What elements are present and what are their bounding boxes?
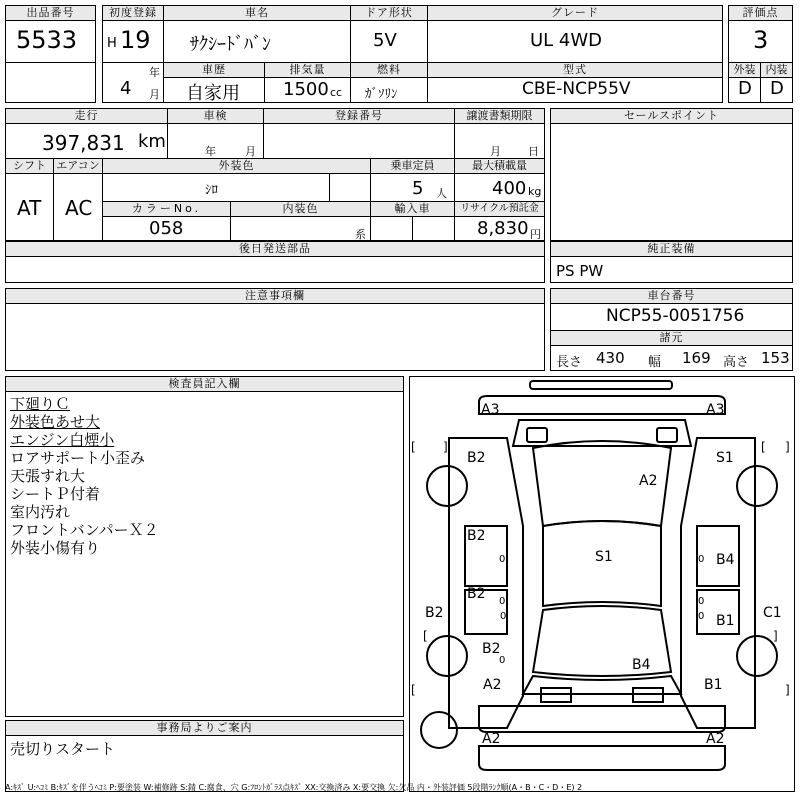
- inspection-month-unit: 月: [245, 145, 256, 158]
- sales-point-label: セールスポイント: [550, 108, 793, 124]
- bracket-mark: ]: [785, 440, 790, 454]
- zero-mark: 0: [698, 596, 705, 607]
- damage-mark: C1: [763, 605, 782, 621]
- history-label: 車歴: [163, 62, 265, 78]
- exterior-label: 外装: [728, 62, 761, 78]
- door-label: ドア形状: [350, 5, 428, 21]
- chassis-no-label: 車台番号: [550, 288, 793, 304]
- damage-mark: A2: [706, 731, 725, 747]
- zero-mark: 0: [698, 554, 705, 565]
- era-label: H: [107, 36, 117, 51]
- damage-mark: A3: [481, 402, 500, 418]
- car-name-label: 車名: [163, 5, 351, 21]
- import-label: 輸入車: [370, 201, 455, 217]
- shift-label: シフト: [5, 158, 54, 174]
- import-sub-cell: [412, 216, 455, 241]
- bracket-mark: [: [411, 683, 416, 697]
- bracket-mark: [: [411, 440, 416, 454]
- door-value: 5V: [373, 30, 397, 51]
- damage-mark: A2: [639, 473, 658, 489]
- width-value: 169: [682, 349, 711, 367]
- series-unit: 系: [355, 228, 366, 241]
- cc-unit: cc: [330, 86, 343, 99]
- aircon-value: AC: [65, 196, 93, 220]
- inspection-label: 車検: [167, 108, 264, 124]
- height-label: 高さ: [723, 355, 750, 370]
- grade-label: グレード: [427, 5, 723, 21]
- capacity-value: 5: [412, 178, 424, 199]
- inspection-year-unit: 年: [205, 145, 216, 158]
- damage-mark: A2: [483, 677, 502, 693]
- specs-cell: [550, 345, 793, 371]
- legend-text: A:ｷｽﾞ U:ﾍｺﾐ B:ｷｽﾞを伴うﾍｺﾐ P:要塗装 W:補修跡 S:錆 C:腐食、穴 G:ﾌﾛﾝﾄｶﾞﾗｽ点ｷｽﾞ XX:交換済み X:要交換 欠:欠品 内・外装評価 5段階ﾗﾝｸ順(A・B・C・D・E) 2: [5, 783, 583, 792]
- inspector-note: 外装色あせ大: [10, 413, 101, 431]
- month-unit: 月: [149, 88, 160, 101]
- damage-mark: B2: [425, 605, 444, 621]
- sales-point-cell: [550, 123, 793, 241]
- displacement-value: 1500: [283, 79, 329, 100]
- recycle-label: リサイクル預託金: [454, 201, 545, 217]
- chassis-no-value: NCP55-0051756: [606, 306, 745, 326]
- zero-mark: 0: [499, 554, 506, 565]
- length-value: 430: [596, 349, 625, 367]
- bracket-mark: ]: [443, 440, 448, 454]
- inspector-note: 室内汚れ: [10, 503, 71, 521]
- model-code-value: CBE-NCP55V: [522, 79, 631, 99]
- reg-no-label: 登録番号: [263, 108, 455, 124]
- interior-label: 内装: [760, 62, 793, 78]
- damage-mark: B4: [632, 657, 651, 673]
- genuine-equip-label: 純正装備: [550, 241, 793, 257]
- ext-color-sub-cell: [329, 173, 371, 202]
- zero-mark: 0: [698, 611, 705, 622]
- int-color-cell: [230, 216, 371, 241]
- damage-mark: B4: [716, 552, 735, 568]
- damage-mark: A3: [706, 402, 725, 418]
- mileage-label: 走行: [5, 108, 168, 124]
- zero-mark: 0: [499, 655, 506, 666]
- first-reg-label: 初度登録: [102, 5, 164, 21]
- max-load-value: 400: [492, 178, 527, 199]
- transfer-day-unit: 日: [528, 145, 539, 158]
- model-code-label: 型式: [427, 62, 723, 78]
- damage-mark: B1: [716, 613, 735, 629]
- damage-mark: B2: [482, 641, 501, 657]
- exterior-value: D: [738, 78, 752, 99]
- width-label: 幅: [648, 355, 662, 370]
- color-no-value: 058: [149, 218, 184, 239]
- lot-no-value: 5533: [16, 26, 78, 54]
- damage-mark: B1: [704, 677, 723, 693]
- kg-unit: kg: [528, 185, 542, 198]
- damage-mark: B2: [467, 528, 486, 544]
- specs-label: 諸元: [550, 330, 793, 346]
- grade-value: UL 4WD: [530, 30, 603, 51]
- length-label: 長さ: [556, 355, 583, 370]
- ext-color-label: 外装色: [102, 158, 371, 174]
- transfer-month-unit: 月: [490, 145, 501, 158]
- inspector-note: 天張すれ大: [10, 467, 86, 485]
- inspector-notes-list: [10, 395, 159, 557]
- inspector-note: 外装小傷有り: [10, 539, 101, 557]
- notes-cell: [5, 303, 545, 371]
- office-notice-value: 売切りスタート: [10, 740, 116, 758]
- year-unit: 年: [149, 66, 160, 79]
- height-value: 153: [761, 349, 790, 367]
- later-parts-label: 後日発送部品: [5, 241, 545, 257]
- history-value: 自家用: [186, 83, 240, 104]
- import-cell: [370, 216, 413, 241]
- bracket-mark: [: [761, 440, 766, 454]
- inspector-note: ロアサポート小歪み: [10, 449, 146, 467]
- persons-unit: 人: [436, 187, 447, 200]
- car-damage-diagram: [409, 376, 795, 792]
- reg-no-cell: [263, 123, 455, 159]
- reg-month-value: 4: [120, 78, 132, 99]
- inspector-note: フロントバンパーＸ２: [10, 521, 159, 539]
- reg-year-value: 19: [120, 26, 151, 54]
- score-value: 3: [753, 26, 769, 54]
- lot-no-lower-cell: [5, 62, 96, 103]
- recycle-value: 8,830: [477, 218, 529, 239]
- bracket-mark: ]: [785, 683, 790, 697]
- damage-mark: S1: [595, 549, 613, 565]
- shift-value: AT: [17, 196, 42, 220]
- zero-mark: 0: [499, 596, 506, 607]
- notes-label: 注意事項欄: [5, 288, 545, 304]
- interior-value: D: [770, 78, 784, 99]
- mileage-value: 397,831: [42, 131, 125, 155]
- car-name-value: ｻｸｼｰﾄﾞﾊﾞﾝ: [190, 34, 271, 55]
- inspector-note: 下廻りＣ: [10, 395, 71, 413]
- zero-mark: 0: [500, 611, 507, 622]
- lot-no-label: 出品番号: [5, 5, 96, 21]
- inspector-note: シートＰ付着: [10, 485, 101, 503]
- fuel-label: 燃料: [350, 62, 428, 78]
- yen-unit: 円: [530, 228, 541, 241]
- max-load-label: 最大積載量: [454, 158, 545, 174]
- inspector-note: エンジン白煙小: [10, 431, 115, 449]
- damage-mark: A2: [482, 731, 501, 747]
- damage-mark: S1: [716, 450, 734, 466]
- score-label: 評価点: [728, 5, 793, 21]
- fuel-value: ｶﾞｿﾘﾝ: [365, 87, 398, 102]
- later-parts-cell: [5, 256, 545, 283]
- bracket-mark: [: [423, 629, 428, 643]
- damage-mark: B2: [467, 450, 486, 466]
- genuine-equip-value: PS PW: [556, 262, 604, 280]
- ext-color-value: ｼﾛ: [205, 183, 218, 198]
- damage-mark: B2: [467, 586, 486, 602]
- office-notice-label: 事務局よりご案内: [5, 720, 404, 736]
- capacity-label: 乗車定員: [370, 158, 455, 174]
- bracket-mark: ]: [773, 629, 778, 643]
- transfer-label: 譲渡書類期限: [454, 108, 545, 124]
- aircon-label: エアコン: [53, 158, 103, 174]
- color-no-label: カラーNo.: [102, 201, 231, 217]
- displacement-label: 排気量: [264, 62, 351, 78]
- int-color-label: 内装色: [230, 201, 371, 217]
- inspector-label: 検査員記入欄: [5, 376, 404, 392]
- km-unit: km: [138, 131, 166, 152]
